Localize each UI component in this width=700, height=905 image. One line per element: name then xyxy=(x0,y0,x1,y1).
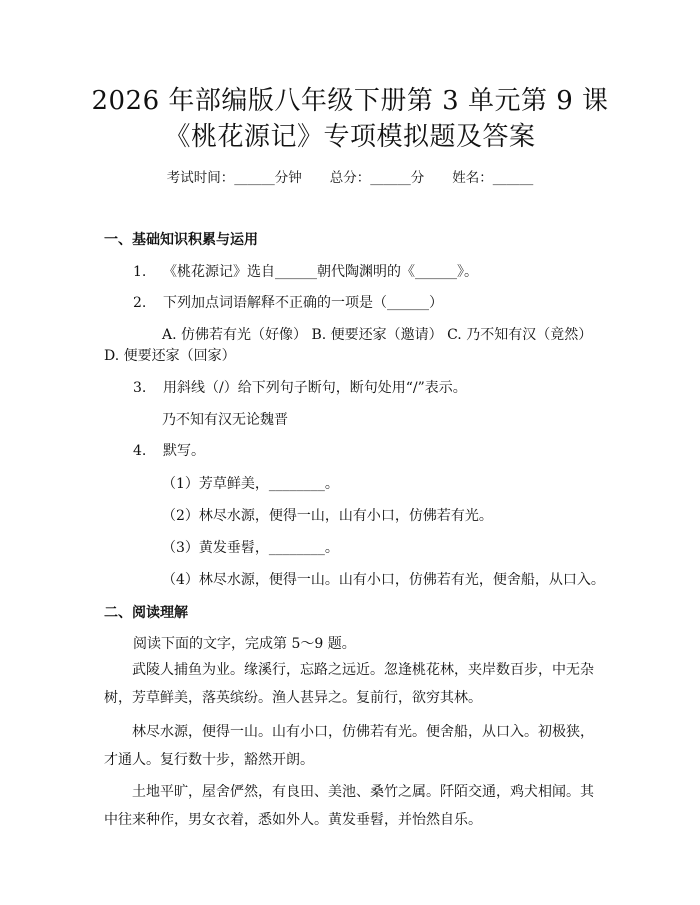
question-2-options-line-1: A. 仿佛若有光（好像） B. 便要还家（邀请） C. 乃不知有汉（竟然） xyxy=(162,327,593,343)
question-4 xyxy=(133,441,205,461)
exam-name: 姓名：______ xyxy=(452,170,534,186)
question-3 xyxy=(133,378,467,398)
question-number: 1. xyxy=(133,264,147,280)
question-text: 下列加点词语解释不正确的一项是（______） xyxy=(163,295,443,311)
question-text: 用斜线（/）给下列句子断句，断句处用“/”表示。 xyxy=(163,380,467,396)
section-2-heading: 二、阅读理解 xyxy=(104,605,188,621)
exam-time: 考试时间：______分钟 xyxy=(166,170,302,186)
question-number: 4. xyxy=(133,443,147,459)
question-1 xyxy=(133,262,478,282)
question-number: 2. xyxy=(133,295,147,311)
dictation-item: （3）黄发垂髫，________。 xyxy=(162,540,339,556)
question-text: 默写。 xyxy=(163,443,205,459)
reading-paragraph: 林尽水源，便得一山。山有小口，仿佛若有光。便舍船，从口入。初极狭，才通人。复行数十步，豁然开朗。 xyxy=(104,724,594,768)
reading-intro: 阅读下面的文字，完成第 5～9 题。 xyxy=(133,636,356,652)
question-2-options-line-2: D. 便要还家（回家） xyxy=(104,348,236,364)
question-2 xyxy=(133,293,443,313)
title-line-1: 2026 年部编版八年级下册第 3 单元第 9 课 xyxy=(91,86,609,116)
question-3-sentence: 乃不知有汉无论魏晋 xyxy=(162,412,288,428)
reading-paragraph: 武陵人捕鱼为业。缘溪行，忘路之远近。忽逢桃花林，夹岸数百步，中无杂树，芳草鲜美，落英缤纷。渔人甚异之。复前行，欲穷其林。 xyxy=(104,662,594,706)
exam-score: 总分：______分 xyxy=(329,170,425,186)
dictation-item: （1）芳草鲜美，________。 xyxy=(162,476,339,492)
question-text: 《桃花源记》选自______朝代陶渊明的《______》。 xyxy=(163,264,478,280)
dictation-item: （2）林尽水源，便得一山，山有小口，仿佛若有光。 xyxy=(162,508,493,524)
exam-info xyxy=(0,168,700,188)
dictation-item: （4）林尽水源，便得一山。山有小口，仿佛若有光，便舍船，从口入。 xyxy=(162,572,605,588)
title-line-2: 《桃花源记》专项模拟题及答案 xyxy=(164,122,536,152)
section-1-heading: 一、基础知识积累与运用 xyxy=(104,232,258,248)
reading-paragraph: 土地平旷，屋舍俨然，有良田、美池、桑竹之属。阡陌交通，鸡犬相闻。其中往来种作，男女衣着，悉如外人。黄发垂髫，并怡然自乐。 xyxy=(104,784,594,828)
question-number: 3. xyxy=(133,380,147,396)
